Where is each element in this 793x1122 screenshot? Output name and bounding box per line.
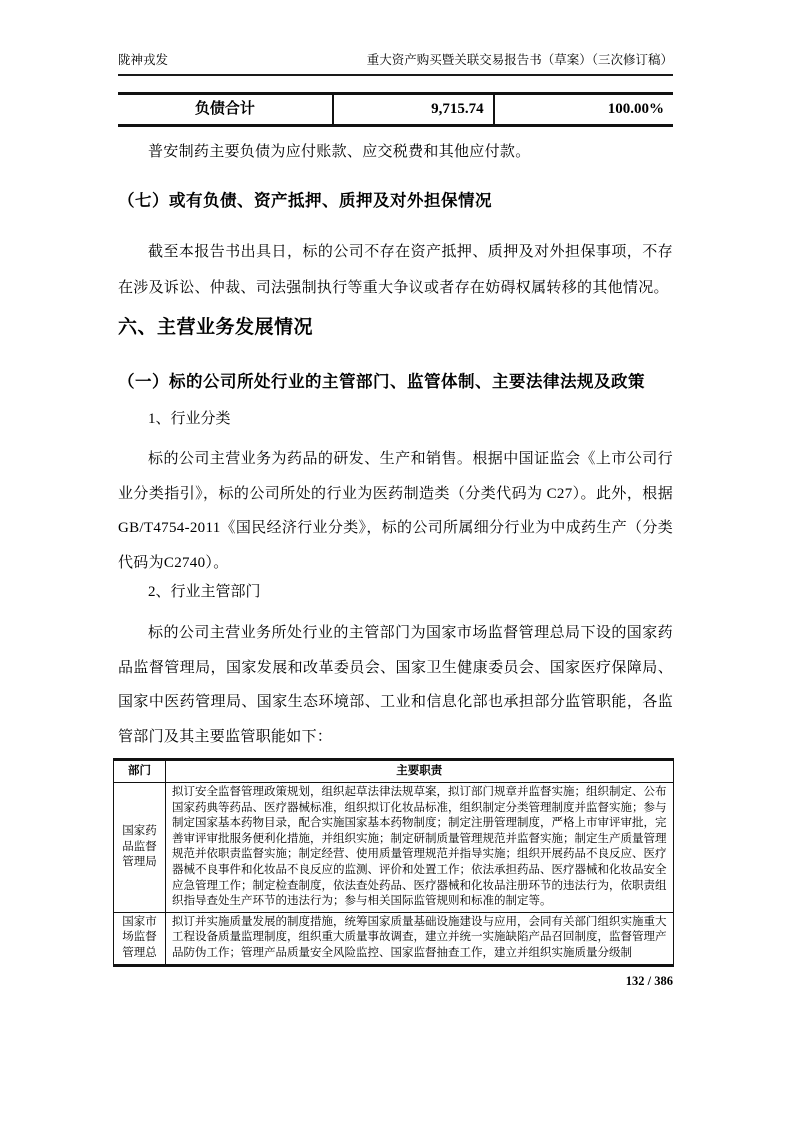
- liabilities-total-table: [118, 92, 673, 127]
- item-industry-classification: 1、行业分类: [148, 411, 231, 427]
- header-report-title: 重大资产购买暨关联交易报告书（草案）（三次修订稿）: [366, 53, 673, 67]
- paragraph-guarantee: 截至本报告书出具日，标的公司不存在资产抵押、质押及对外担保事项，不存在涉及诉讼、仲裁、司法强制执行等重大争议或者存在妨碍权属转移的其他情况。: [118, 244, 673, 296]
- regulators-table: [113, 758, 674, 967]
- table-row: [114, 912, 674, 965]
- liabilities-total-amount: 9,715.74: [332, 95, 493, 124]
- department-duties: 拟订并实施质量发展的制度措施，统筹国家质量基础设施建设与应用，会同有关部门组织实施重大工程设备质量监理制度，组织重大质量事故调查，建立并统一实施缺陷产品召回制度，监督管理产品防伪工作；管理产品质量安全风险监控、国家监督抽查工作，建立并组织实施质量分级制: [166, 912, 674, 965]
- heading-section-7: （七）或有负债、资产抵押、质押及对外担保情况: [118, 192, 492, 210]
- department-name: 国家药品监督管理局: [114, 783, 166, 913]
- paragraph-classification: 标的公司主营业务为药品的研发、生产和销售。根据中国证监会《上市公司行业分类指引》，标的公司所处的行业为医药制造类（分类代码为 C27）。此外，根据 GB/T4754-2011《国民经济行业分类》，标的公司所属细分行业为中成药生产（分类代码为C2740）。: [118, 451, 673, 571]
- running-header: [118, 52, 673, 76]
- header-company-name: 陇神戎发: [118, 53, 169, 67]
- department-duties: 拟订安全监督管理政策规划，组织起草法律法规草案，拟订部门规章并监督实施；组织制定、公布国家药典等药品、医疗器械标准，组织拟订化妆品标准，组织制定分类管理制度并监督实施；参与制定国家基本药物目录，配合实施国家基本药物制度；制定注册管理制度，严格上市审评审批，完善审评审批服务便利化措施，并组织实施；制定研制质量管理规范并监督实施；制定生产质量管理规范并依职责监督实施；制定经营、使用质量管理规范并指导实施；组织开展药品不良反应、医疗器械不良事件和化妆品不良反应的监测、评价和处置工作；依法承担药品、医疗器械和化妆品安全应急管理工作；制定检查制度，依法查处药品、医疗器械和化妆品注册环节的违法行为，依职责组织指导查处生产环节的违法行为；参与相关国际监管规则和标准的制定等。: [166, 783, 674, 913]
- paragraph-regulators-intro: 标的公司主营业务所处行业的主管部门为国家市场监督管理总局下设的国家药品监督管理局，国家发展和改革委员会、国家卫生健康委员会、国家医疗保障局、国家中医药管理局、国家生态环境部、工业和信息化部也承担部分监管职能，各监管部门及其主要监管职能如下：: [118, 625, 673, 745]
- page-number: 132 / 386: [625, 973, 673, 988]
- department-name: 国家市场监督管理总: [114, 912, 166, 965]
- column-header-department: 部门: [114, 760, 166, 783]
- column-header-duties: 主要职责: [166, 760, 674, 783]
- item-industry-regulators: 2、行业主管部门: [148, 584, 261, 600]
- heading-section-6: 六、主营业务发展情况: [118, 317, 314, 338]
- table-row: [114, 783, 674, 913]
- liabilities-total-label: 负债合计: [194, 101, 255, 117]
- regulators-table-header-row: [114, 760, 674, 783]
- liabilities-total-percent: 100.00%: [493, 95, 673, 124]
- heading-section-6-1: （一）标的公司所处行业的主管部门、监管体制、主要法律法规及政策: [118, 373, 645, 391]
- paragraph-liabilities-note: 普安制药主要负债为应付账款、应交税费和其他应付款。: [148, 144, 531, 160]
